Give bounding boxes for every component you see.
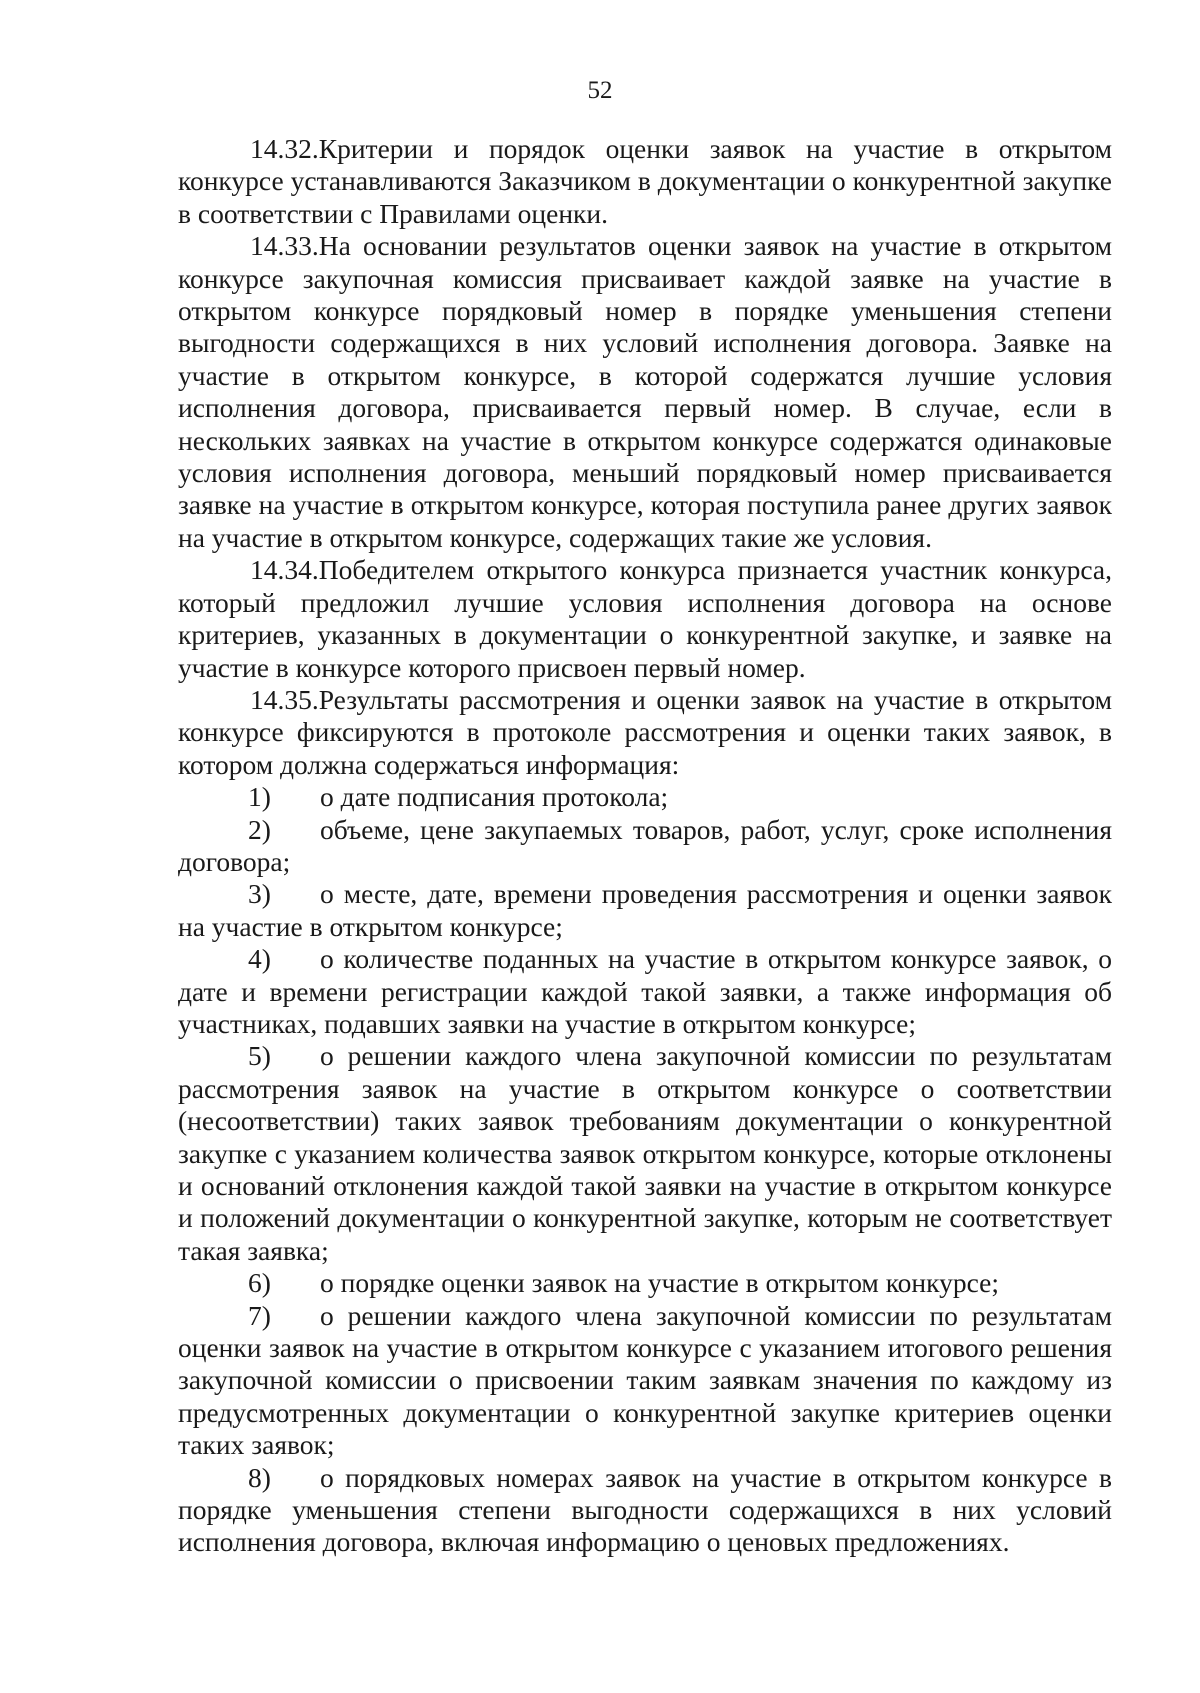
paragraph-14-32: 14.32.Критерии и порядок оценки заявок на участие в открытом конкурсе устанавливаются Заказчиком в документации о конкурентной закупке в соответствии с Правилами оценки. xyxy=(178,133,1112,229)
list-item-text: о порядке оценки заявок на участие в открытом конкурсе; xyxy=(320,1267,999,1299)
list-item-8 xyxy=(178,1462,1112,1559)
list-item-3 xyxy=(178,878,1112,943)
list-item-text: о решении каждого члена закупочной комиссии по результатам оценки заявок на участие в открытом конкурсе с указанием итогового решения закупочной комиссии о присвоении таким заявкам значения по каждому из предусмотренных документации о конкурентной закупке критериев оценки таких заявок; xyxy=(178,1299,1112,1461)
list-item-6 xyxy=(178,1267,1112,1299)
list-item-number: 7) xyxy=(248,1299,271,1331)
list-item-text: объеме, цене закупаемых товаров, работ, услуг, сроке исполнения договора; xyxy=(178,813,1112,877)
list-item-text: о решении каждого члена закупочной комиссии по результатам рассмотрения заявок на участие в открытом конкурсе о соответствии (несоответствии) таких заявок требованиям документации о конкурентной закупке с указанием количества заявок открытом конкурсе, которые отклонены и оснований отклонения каждой такой заявки на участие в открытом конкурсе и положений документации о конкурентной закупке, которым не соответствует такая заявка; xyxy=(178,1040,1112,1266)
document-body xyxy=(178,133,1112,1559)
paragraph-14-33: 14.33.На основании результатов оценки заявок на участие в открытом конкурсе закупочная комиссия присваивает каждой заявке на участие в открытом конкурсе порядковый номер в порядке уменьшения степени выгодности содержащихся в них условий исполнения договора. Заявке на участие в открытом конкурсе, в которой содержатся лучшие условия исполнения договора, присваивается первый номер. В случае, если в нескольких заявках на участие в открытом конкурсе содержатся одинаковые условия исполнения договора, меньший порядковый номер присваивается заявке на участие в открытом конкурсе, которая поступила ранее других заявок на участие в открытом конкурсе, содержащих такие же условия. xyxy=(178,230,1112,553)
list-item-1 xyxy=(178,781,1112,813)
list-item-7 xyxy=(178,1300,1112,1462)
list-item-text: о количестве поданных на участие в открытом конкурсе заявок, о дате и времени регистрации каждой такой заявки, а также информация об участниках, подавших заявки на участие в открытом конкурсе; xyxy=(178,943,1112,1039)
list-item-number: 6) xyxy=(248,1267,271,1299)
page-number: 52 xyxy=(587,77,613,104)
paragraph-14-34: 14.34.Победителем открытого конкурса признается участник конкурса, который предложил лучшие условия исполнения договора на основе критериев, указанных в документации о конкурентной закупке, и заявке на участие в конкурсе которого присвоен первый номер. xyxy=(178,554,1112,683)
list-item-text: о месте, дате, времени проведения рассмотрения и оценки заявок на участие в открытом конкурсе; xyxy=(178,878,1112,942)
list-item-number: 1) xyxy=(248,781,271,813)
list-item-2 xyxy=(178,814,1112,879)
list-item-number: 5) xyxy=(248,1040,271,1072)
paragraph-14-35: 14.35.Результаты рассмотрения и оценки заявок на участие в открытом конкурсе фиксируются в протоколе рассмотрения и оценки таких заявок, в котором должна содержаться информация: xyxy=(178,683,1112,780)
list-item-text: о порядковых номерах заявок на участие в открытом конкурсе в порядке уменьшения степени выгодности содержащихся в них условий исполнения договора, включая информацию о ценовых предложениях. xyxy=(178,1461,1112,1558)
list-item-number: 3) xyxy=(248,878,271,910)
list-item-4 xyxy=(178,943,1112,1040)
list-item-number: 4) xyxy=(248,943,271,975)
list-item-number: 8) xyxy=(248,1461,271,1493)
list-item-text: о дате подписания протокола; xyxy=(320,781,669,813)
list-item-number: 2) xyxy=(248,813,271,845)
list-item-5 xyxy=(178,1040,1112,1267)
